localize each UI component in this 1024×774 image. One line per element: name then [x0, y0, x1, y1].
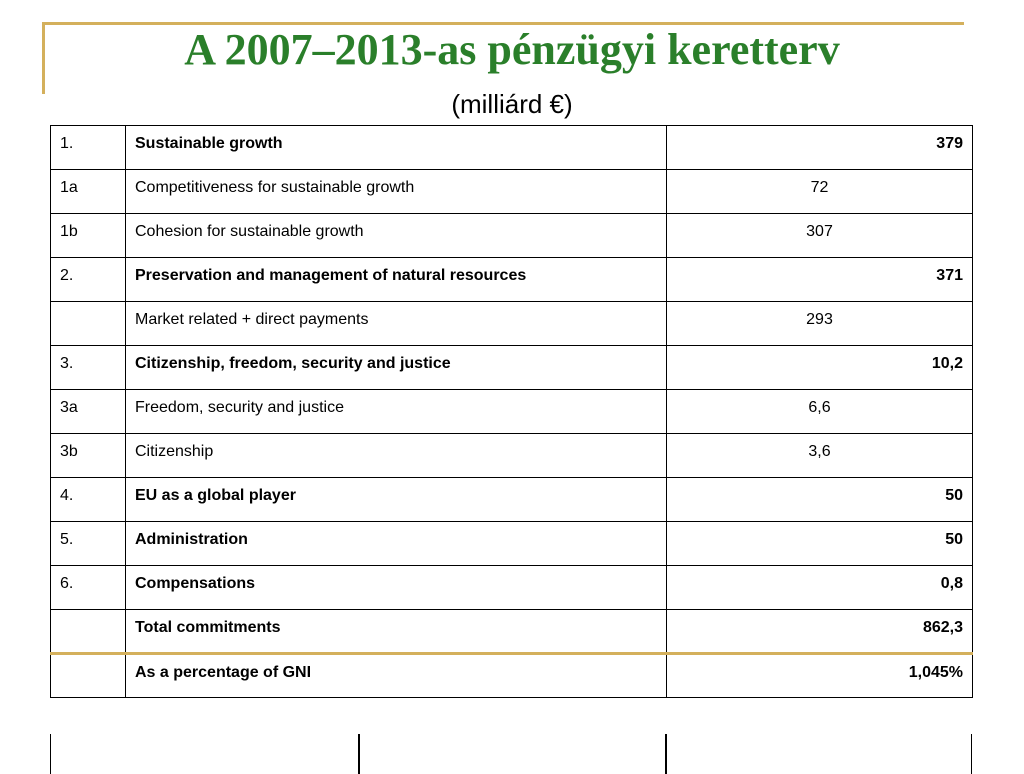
row-label: Freedom, security and justice — [126, 390, 667, 434]
row-value: 6,6 — [667, 390, 973, 434]
table-row — [51, 390, 973, 434]
row-value: 10,2 — [667, 346, 973, 390]
row-number: 5. — [51, 522, 126, 566]
table-row — [51, 126, 973, 170]
column-divider — [665, 734, 667, 774]
table-row — [51, 170, 973, 214]
table-row — [51, 566, 973, 610]
budget-table — [50, 125, 973, 698]
row-label: Compensations — [126, 566, 667, 610]
row-label: Sustainable growth — [126, 126, 667, 170]
table-row — [51, 478, 973, 522]
row-value: 50 — [667, 522, 973, 566]
row-label: Cohesion for sustainable growth — [126, 214, 667, 258]
table-row — [51, 258, 973, 302]
row-value: 307 — [667, 214, 973, 258]
row-label: As a percentage of GNI — [126, 654, 667, 698]
row-value: 371 — [667, 258, 973, 302]
row-number: 1b — [51, 214, 126, 258]
row-value: 862,3 — [667, 610, 973, 654]
row-number: 3b — [51, 434, 126, 478]
row-number: 4. — [51, 478, 126, 522]
row-label: Competitiveness for sustainable growth — [126, 170, 667, 214]
table-row — [51, 302, 973, 346]
table-row — [51, 214, 973, 258]
row-number: 1. — [51, 126, 126, 170]
row-value: 293 — [667, 302, 973, 346]
row-number: 1a — [51, 170, 126, 214]
row-number: 3a — [51, 390, 126, 434]
table-row — [51, 434, 973, 478]
row-value: 1,045% — [667, 654, 973, 698]
table-bottom-partial-row — [50, 734, 972, 774]
row-value: 72 — [667, 170, 973, 214]
row-label: Citizenship, freedom, security and justice — [126, 346, 667, 390]
slide-title: A 2007–2013-as pénzügyi keretterv — [184, 25, 840, 74]
row-number: 3. — [51, 346, 126, 390]
row-value: 0,8 — [667, 566, 973, 610]
row-label: Preservation and management of natural resources — [126, 258, 667, 302]
table-row-gni — [51, 654, 973, 698]
table-row — [51, 522, 973, 566]
row-number — [51, 654, 126, 698]
row-value: 3,6 — [667, 434, 973, 478]
row-label: Citizenship — [126, 434, 667, 478]
row-label: Total commitments — [126, 610, 667, 654]
row-number: 2. — [51, 258, 126, 302]
row-value: 379 — [667, 126, 973, 170]
row-label: EU as a global player — [126, 478, 667, 522]
row-number — [51, 610, 126, 654]
row-value: 50 — [667, 478, 973, 522]
table-row-total — [51, 610, 973, 654]
row-label: Administration — [126, 522, 667, 566]
row-number: 6. — [51, 566, 126, 610]
row-number — [51, 302, 126, 346]
row-label: Market related + direct payments — [126, 302, 667, 346]
slide-subtitle: (milliárd €) — [451, 89, 573, 119]
table-row — [51, 346, 973, 390]
column-divider — [358, 734, 360, 774]
